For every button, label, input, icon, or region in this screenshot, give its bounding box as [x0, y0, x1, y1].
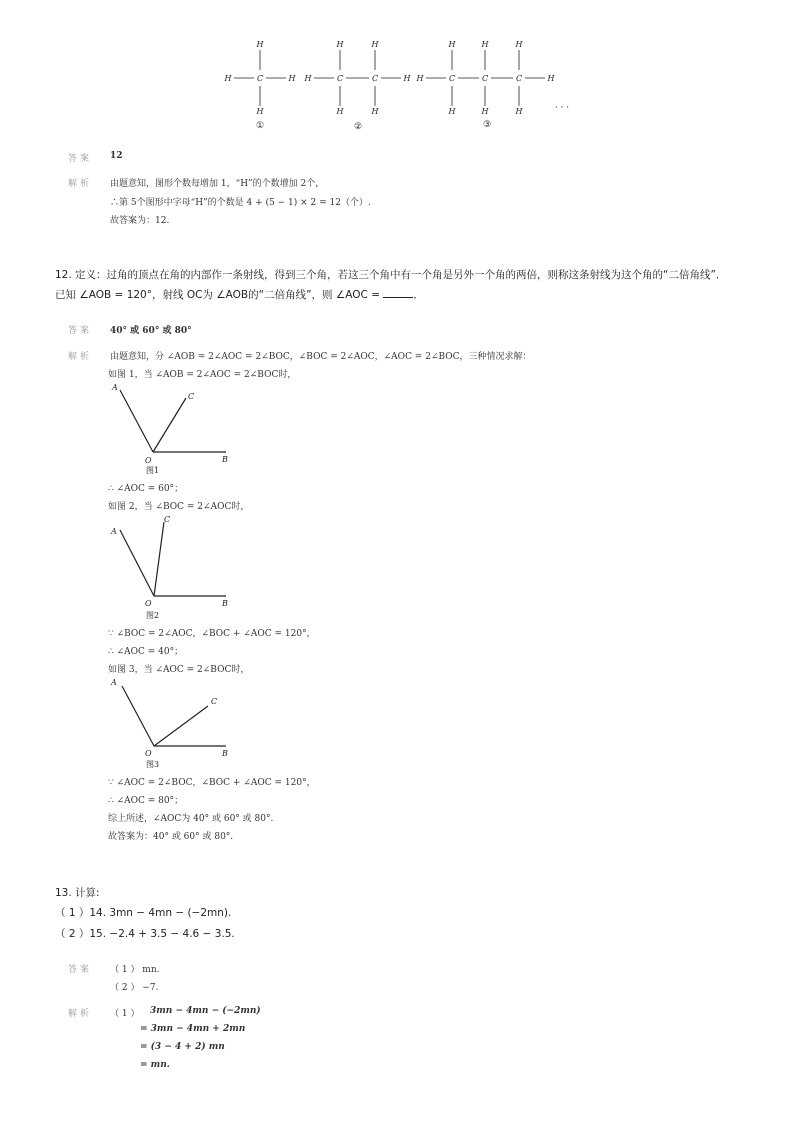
q12-case1-title: 如图 1，当 ∠AOB = 2∠AOC = 2∠BOC时，	[108, 370, 297, 380]
point-a: A	[112, 383, 118, 392]
q12-analysis-intro: 由题意知，分 ∠AOB = 2∠AOC = 2∠BOC，∠BOC = 2∠AOC，∠AOC = 2∠BOC，三种情况求解：	[110, 352, 532, 362]
atom-h: H	[336, 107, 344, 116]
answer-label: 答案	[68, 326, 93, 336]
atom-h: H	[515, 107, 523, 116]
atom-h: H	[448, 40, 456, 49]
figure-caption: 图1	[146, 466, 160, 475]
atom-h: H	[256, 40, 264, 49]
q12-summary: 综上所述，∠AOC为 40° 或 60° 或 80°.	[108, 814, 274, 824]
q13-part1: （ 1 ）14. 3mn − 4mn − (−2mn).	[55, 907, 232, 919]
analysis-label: 解析	[68, 352, 93, 362]
q12-case3-line: ∵ ∠AOC = 2∠BOC，∠BOC + ∠AOC = 120°，	[108, 778, 316, 788]
point-b: B	[222, 749, 228, 758]
q11-analysis-line: ∴第 5个图形中字母“H”的个数是 4 + (5 − 1) × 2 = 12（个）.	[110, 198, 371, 208]
atom-h: H	[481, 107, 489, 116]
point-o: O	[145, 599, 152, 608]
atom-h: H	[416, 74, 424, 83]
point-a: A	[111, 527, 117, 536]
atom-h: H	[403, 74, 411, 83]
q13-step: 3mn − 4mn − (−2mn)	[150, 1006, 261, 1016]
atom-h: H	[481, 40, 489, 49]
figure-caption: 图2	[146, 611, 160, 620]
atom-h: H	[515, 40, 523, 49]
atom-h: H	[304, 74, 312, 83]
atom-h: H	[336, 40, 344, 49]
q12-final: 故答案为：40° 或 60° 或 80°.	[108, 832, 234, 842]
q13-answer2: （ 2 ） −7.	[110, 983, 159, 993]
atom-c: C	[481, 74, 489, 83]
analysis-label: 解析	[68, 179, 93, 189]
atom-c: C	[448, 74, 456, 83]
atom-c: C	[515, 74, 523, 83]
q12-answer: 40° 或 60° 或 80°	[110, 326, 192, 336]
q12-case2-result: ∴ ∠AOC = 40°；	[108, 647, 184, 657]
atom-h: H	[371, 107, 379, 116]
figure-label-3: ③	[482, 120, 492, 130]
q12-stem-line1: 12. 定义：过角的顶点在角的内部作一条射线，得到三个角，若这三个角中有一个角是另外一个角的两倍，则称这条射线为这个角的“二倍角线”．	[55, 269, 727, 281]
point-c: C	[211, 697, 218, 706]
q13-step: = 3mn − 4mn + 2mn	[140, 1024, 246, 1034]
atom-h: H	[224, 74, 232, 83]
ellipsis: · · ·	[554, 103, 570, 113]
q12-case3-result: ∴ ∠AOC = 80°；	[108, 796, 184, 806]
point-b: B	[222, 455, 228, 464]
angle-figure-2	[108, 512, 238, 622]
atom-h: H	[547, 74, 555, 83]
angle-figure-1	[108, 382, 238, 477]
analysis-label: 解析	[68, 1009, 93, 1019]
figure-label-1: ①	[255, 121, 265, 131]
q13-analysis-part: （ 1 ）	[110, 1009, 140, 1019]
atom-h: H	[288, 74, 296, 83]
q12-case2-title: 如图 2，当 ∠BOC = 2∠AOC时，	[108, 502, 250, 512]
q13-step: = (3 − 4 + 2) mn	[140, 1042, 225, 1052]
q13-step: = mn.	[140, 1060, 170, 1070]
figure-caption: 图3	[146, 760, 160, 769]
q12-stem-end: ．	[413, 289, 424, 301]
point-o: O	[145, 749, 152, 758]
point-a: A	[111, 678, 117, 687]
answer-label: 答案	[68, 154, 93, 164]
hydrocarbon-figure	[220, 36, 580, 136]
atom-h: H	[256, 107, 264, 116]
answer-blank	[383, 288, 413, 298]
atom-c: C	[256, 74, 264, 83]
q13-answer1: （ 1 ） mn.	[110, 965, 160, 975]
q11-answer: 12	[110, 151, 123, 161]
point-c: C	[188, 392, 195, 401]
q12-case1-result: ∴ ∠AOC = 60°；	[108, 484, 184, 494]
q13-part2: （ 2 ）15. −2.4 + 3.5 − 4.6 − 3.5.	[55, 928, 235, 940]
answer-label: 答案	[68, 965, 93, 975]
q12-case2-line: ∵ ∠BOC = 2∠AOC，∠BOC + ∠AOC = 120°，	[108, 629, 316, 639]
atom-c: C	[336, 74, 344, 83]
atom-h: H	[371, 40, 379, 49]
q13-stem: 13. 计算:	[55, 887, 100, 899]
point-c: C	[164, 515, 171, 524]
q12-stem-text: 已知 ∠AOB = 120°，射线 OC为 ∠AOB的“二倍角线”，则 ∠AOC =	[55, 289, 384, 301]
point-o: O	[145, 456, 152, 465]
atom-c: C	[371, 74, 379, 83]
q12-case3-title: 如图 3，当 ∠AOC = 2∠BOC时，	[108, 665, 250, 675]
point-b: B	[222, 599, 228, 608]
q11-analysis-line: 故答案为：12.	[110, 216, 170, 226]
q12-stem-line2	[55, 287, 424, 302]
atom-h: H	[448, 107, 456, 116]
figure-label-2: ②	[353, 122, 363, 132]
angle-figure-3	[108, 676, 238, 770]
q11-analysis-line: 由题意知，图形个数每增加 1，“H”的个数增加 2个，	[110, 179, 325, 189]
